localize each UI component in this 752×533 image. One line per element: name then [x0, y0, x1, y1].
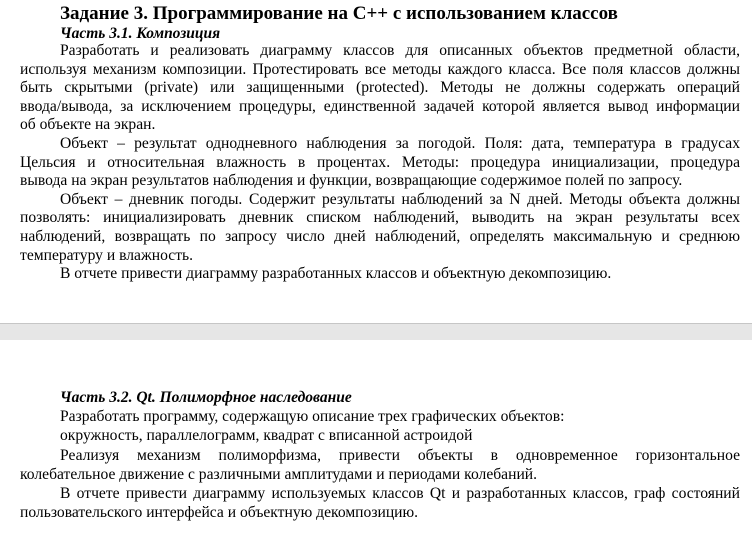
paragraph [20, 407, 740, 426]
text-line: Объект – результат однодневного наблюдения за погодой. Поля: дата, температура в градусах [60, 134, 740, 152]
text-line: Реализуя механизм полиморфизма, привести объекты в одновременное горизонтальное [60, 446, 740, 464]
paragraph [20, 484, 740, 523]
part-3-1-body [20, 42, 740, 284]
text-line: колебательное движение с различными амплитудами и периодами колебаний. [20, 465, 538, 483]
part-3-2-heading: Часть 3.2. Qt. Полиморфное наследование [60, 389, 352, 406]
text-line: быть скрытыми (private) или защищенными (protected). Методы не должны содержать операций [20, 79, 740, 97]
text-line: об объекте на экран. [20, 116, 156, 134]
paragraph [20, 135, 740, 191]
text-line: позволять: инициализировать дневник списком наблюдений, выводить на экран результаты всех [20, 209, 740, 227]
paragraph [20, 426, 740, 445]
text-line: В отчете привести диаграмму разработанных классов и объектную декомпозицию. [60, 265, 612, 283]
text-line: В отчете привести диаграмму используемых классов Qt и разработанных классов, граф состояний [60, 485, 740, 503]
part-3-2-body [20, 407, 740, 523]
text-line: ввода/вывода, за исключением процедуры, единственной задачей которой является вывод информации [20, 97, 740, 115]
text-line: Объект – дневник погоды. Содержит результаты наблюдений за N дней. Методы объекта должны [60, 190, 740, 208]
text-line: Разработать программу, содержащую описание трех графических объектов: [60, 408, 565, 425]
paragraph [20, 446, 740, 485]
part-3-1-heading: Часть 3.1. Композиция [60, 25, 221, 42]
text-line: наблюдений, возвращать по запросу число дней наблюдений, определять максимальную и среднюю [20, 227, 740, 245]
paragraph [20, 265, 740, 284]
text-line: Разработать и реализовать диаграмму классов для описанных объектов предметной области, [60, 42, 740, 59]
text-line: используя механизм композиции. Протестировать все методы каждого класса. Все поля классов должны [20, 60, 740, 78]
paragraph [20, 191, 740, 265]
text-line: Цельсия и относительная влажность в процентах. Методы: процедура инициализации, процедура [20, 153, 740, 171]
text-line: вывода на экран результатов наблюдения и функции, возвращающие содержимое полей по запросу. [20, 172, 683, 190]
text-line: пользовательского интерфейса и объектную декомпозицию. [20, 504, 419, 522]
paragraph [20, 42, 740, 135]
document-page-2 [0, 340, 752, 533]
page-separator [0, 323, 752, 341]
assignment-title: Задание 3. Программирование на C++ с использованием классов [60, 3, 618, 24]
text-line: температуру и влажность. [20, 246, 194, 264]
text-line: окружность, параллелограмм, квадрат с вписанной астроидой [60, 427, 473, 445]
